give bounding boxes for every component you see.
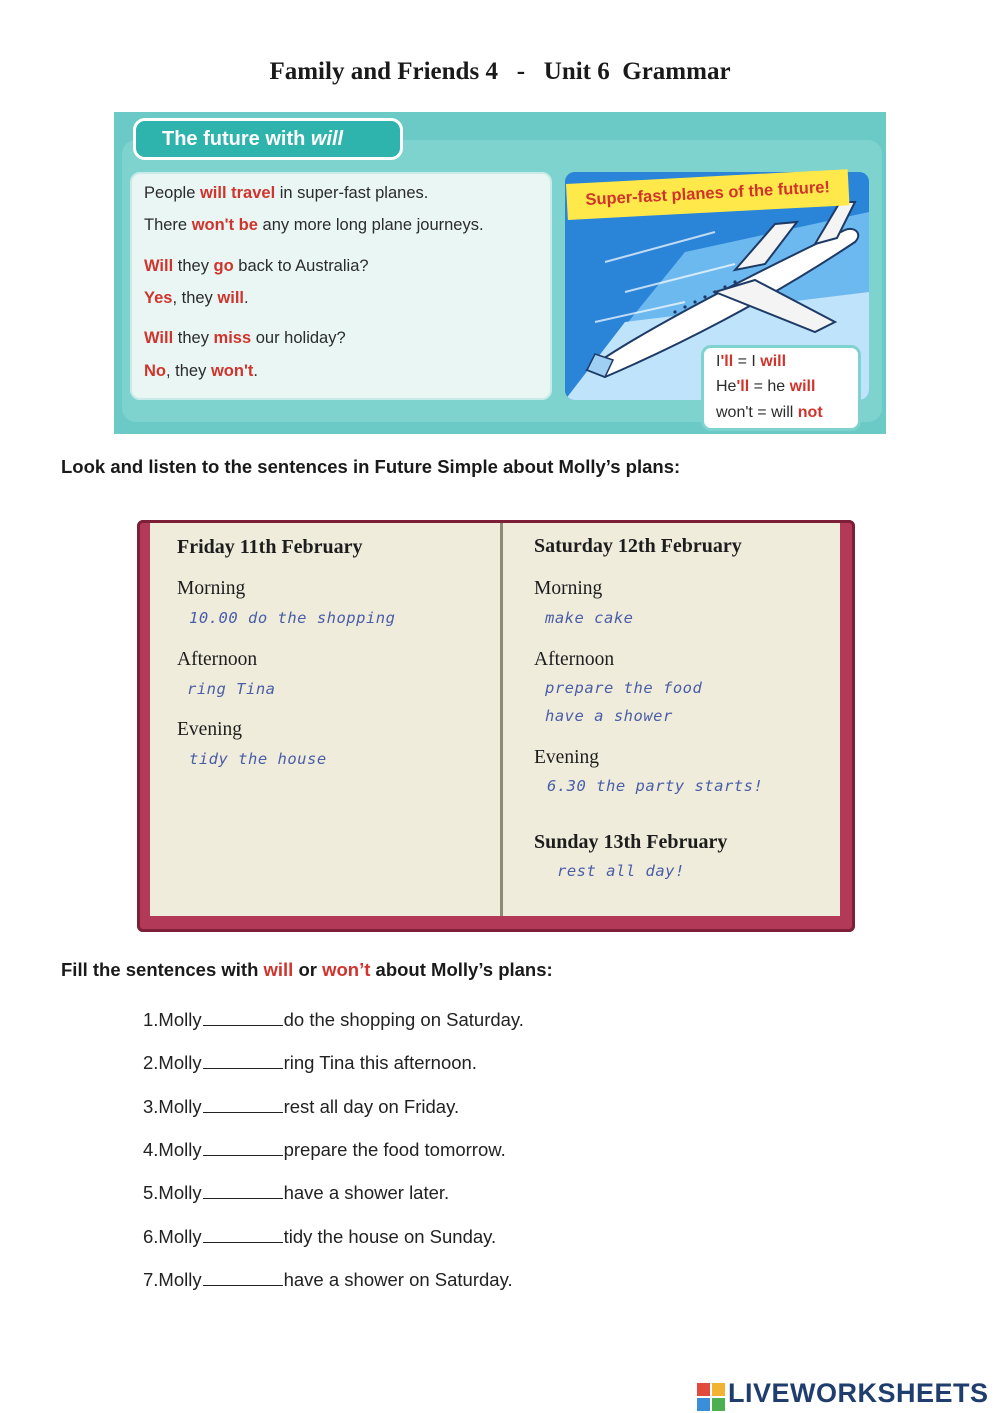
saturday-heading: Saturday 12th February <box>534 535 742 557</box>
answer-blank[interactable] <box>203 1096 283 1113</box>
exercise-subject: 5.Molly <box>143 1182 202 1204</box>
sunday-heading: Sunday 13th February <box>534 831 728 853</box>
exercise-item <box>143 1226 496 1248</box>
friday-afternoon-plan: ring Tina <box>187 680 276 698</box>
example-sentence: Will they miss our holiday? <box>144 329 346 347</box>
friday-evening-label: Evening <box>177 719 242 740</box>
friday-afternoon-label: Afternoon <box>177 649 258 670</box>
answer-blank[interactable] <box>203 1269 283 1286</box>
exercise-item <box>143 1009 524 1031</box>
saturday-evening-plan: 6.30 the party starts! <box>547 777 764 795</box>
fill-instruction: Fill the sentences with will or won’t about Molly’s plans: <box>61 959 553 980</box>
saturday-afternoon-plan-1: prepare the food <box>545 679 703 697</box>
page-title: Family and Friends 4 - Unit 6 Grammar <box>269 58 731 85</box>
contraction-line: I'll = I will <box>716 353 787 370</box>
saturday-afternoon-label: Afternoon <box>534 649 615 670</box>
example-sentence: No, they won't. <box>144 362 258 380</box>
exercise-subject: 2.Molly <box>143 1052 202 1074</box>
plane-caption: Super-fast planes of the future! <box>566 169 849 220</box>
friday-heading: Friday 11th February <box>177 536 363 558</box>
exercise-item <box>143 1096 459 1118</box>
exercise-text: do the shopping on Saturday. <box>283 1009 524 1030</box>
answer-blank[interactable] <box>203 1052 283 1069</box>
friday-evening-plan: tidy the house <box>189 750 327 768</box>
answer-blank[interactable] <box>203 1009 283 1026</box>
sunday-plan: rest all day! <box>557 862 685 880</box>
friday-morning-plan: 10.00 do the shopping <box>189 609 396 627</box>
grammar-box-title: The future with will <box>133 118 403 160</box>
logo-icon <box>697 1383 727 1413</box>
contraction-line: won't = will not <box>716 404 823 421</box>
example-sentence: There won't be any more long plane journeys. <box>144 216 484 234</box>
exercise-item <box>143 1139 506 1161</box>
exercise-subject: 4.Molly <box>143 1138 202 1160</box>
example-sentence: Will they go back to Australia? <box>144 257 369 275</box>
exercise-text: rest all day on Friday. <box>283 1095 460 1117</box>
wont-word: won’t <box>322 959 371 980</box>
exercise-item <box>143 1269 513 1291</box>
saturday-evening-label: Evening <box>534 747 599 768</box>
saturday-morning-label: Morning <box>534 578 603 599</box>
example-sentence: Yes, they will. <box>144 289 249 307</box>
contraction-line: He'll = he will <box>716 378 816 395</box>
saturday-morning-plan: make cake <box>545 609 634 627</box>
exercise-subject: 6.Molly <box>143 1225 202 1247</box>
exercise-text: have a shower later. <box>283 1182 450 1204</box>
answer-blank[interactable] <box>203 1139 283 1156</box>
exercise-subject: 7.Molly <box>143 1268 202 1290</box>
friday-morning-label: Morning <box>177 578 246 599</box>
exercise-text: have a shower on Saturday. <box>283 1268 513 1290</box>
saturday-afternoon-plan-2: have a shower <box>545 707 673 725</box>
answer-blank[interactable] <box>203 1182 283 1199</box>
exercise-text: ring Tina this afternoon. <box>283 1052 477 1074</box>
exercise-item <box>143 1182 449 1204</box>
exercise-item <box>143 1052 477 1074</box>
exercise-subject: 3.Molly <box>143 1095 202 1117</box>
example-sentence: People will travel in super-fast planes. <box>144 184 429 202</box>
exercise-text: tidy the house on Sunday. <box>283 1225 497 1247</box>
exercise-subject: 1.Molly <box>143 1009 202 1030</box>
exercise-text: prepare the food tomorrow. <box>283 1138 506 1160</box>
answer-blank[interactable] <box>203 1226 283 1243</box>
listen-instruction: Look and listen to the sentences in Future Simple about Molly’s plans: <box>61 456 681 477</box>
diary-spine <box>500 523 503 916</box>
will-word: will <box>263 959 294 980</box>
logo-text: LIVEWORKSHEETS <box>728 1378 989 1408</box>
